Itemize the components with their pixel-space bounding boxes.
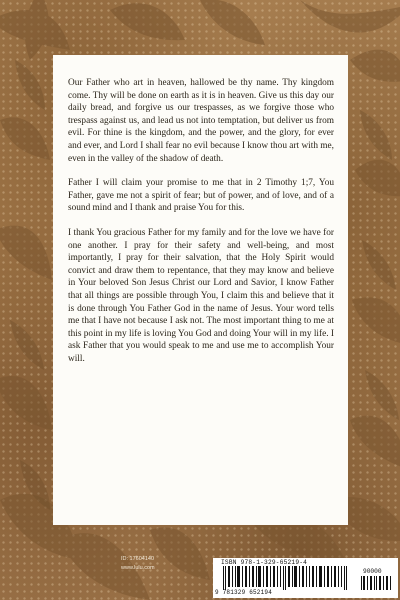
timothy-promise-paragraph: Father I will claim your promise to me that in 2 Timothy 1;7, You Father, gave me not a spirit of fear; but of power, and of love, and of a sound mind and I thank and praise You for this. (68, 178, 334, 214)
price-code-label: 90000 (363, 568, 382, 575)
publisher-id: ID: 17604140 (121, 556, 155, 562)
ean-barcode (217, 566, 357, 590)
isbn-barcode-box (213, 558, 398, 598)
publisher-info (121, 555, 155, 572)
back-cover-text-panel (53, 55, 348, 525)
isbn-label: ISBN 978-1-329-65219-4 (221, 559, 308, 566)
family-prayer-paragraph: I thank You gracious Father for my family and for the love we have for one another. I pray for their safety and well-being, and most importantly, I pray for their salvation, that the Holy Spirit would convict and draw them to repentance, that they may know and believe in Your beloved Son Jesus Christ our Lord and Savior, I know Father that all things are possible through You, I claim this and believe that it is done through You Father God in the name of Jesus. Your word tells me that I have not because I ask not. The most important thing to me at this point in my life is loving You God and doing Your will in my life. I ask Father that you would speak to me and use me to accomplish Your will. (68, 227, 334, 364)
lords-prayer-paragraph: Our Father who art in heaven, hallowed be thy name. Thy kingdom come. Thy will be done on earth as it is in heaven. Give us this day our daily bread, and forgive us our trespasses, as we forgive those who trespass against us, and lead us not into temptation, but deliver us from evil. For thine is the kingdom, and the power, and the glory, for ever and ever, and Lord I shall fear no evil because I know thou art with me, even in the valley of the shadow of death. (68, 78, 334, 164)
price-addon-barcode (361, 576, 393, 590)
ean-digits-label: 9 781329 652194 (215, 589, 273, 596)
publisher-url: www.lulu.com (121, 564, 155, 571)
